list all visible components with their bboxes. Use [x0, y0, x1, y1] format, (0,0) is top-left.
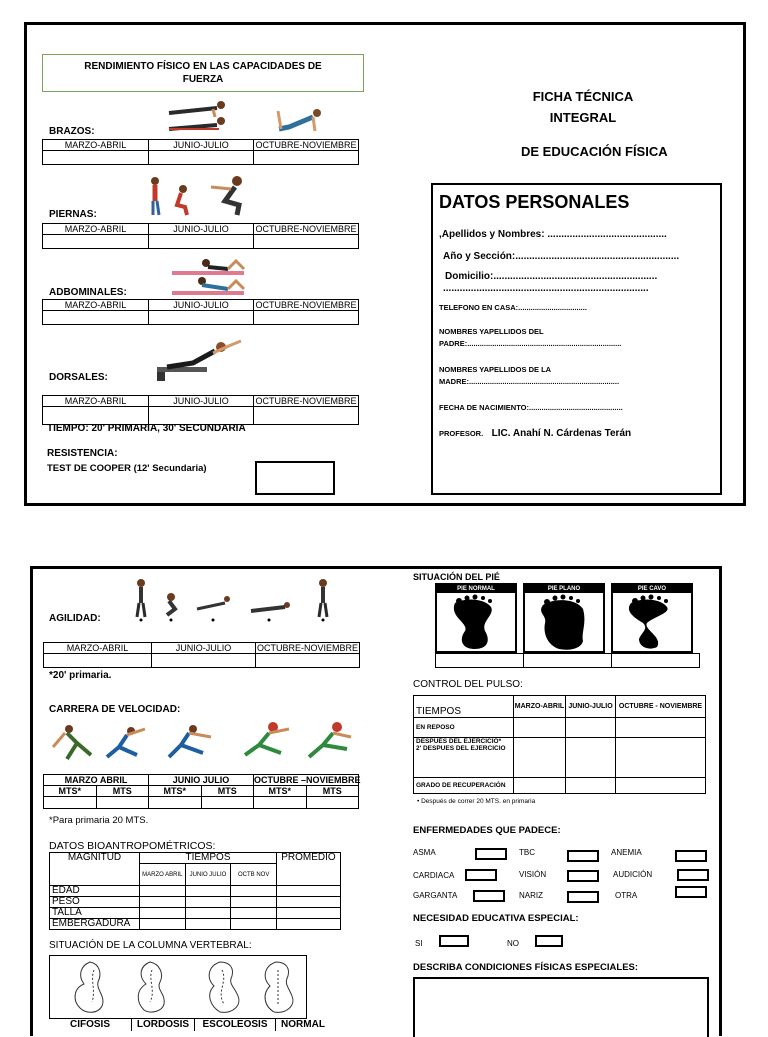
- piernas-period-3: OCTUBRE-NOVIEMBRE: [255, 224, 357, 234]
- velocidad-label: CARRERA DE VELOCIDAD:: [49, 704, 181, 715]
- enf-tbc-box[interactable]: [567, 850, 599, 862]
- ficha-line-3: DE EDUCACIÓN FÍSICA: [521, 144, 668, 159]
- ficha-line-1: FICHA TÉCNICA: [532, 89, 634, 104]
- pie-panels: [435, 583, 699, 653]
- velocidad-table: [43, 774, 359, 809]
- enfermedades-title: ENFERMEDADES QUE PADECE:: [413, 825, 561, 836]
- velocidad-unit-1: MTS*: [44, 786, 97, 797]
- datos-personales-box: [431, 183, 722, 495]
- brazos-period-3: OCTUBRE-NOVIEMBRE: [255, 140, 357, 150]
- agilidad-table: [43, 642, 360, 668]
- velocidad-unit-4: MTS: [201, 786, 254, 797]
- brazos-table: [42, 139, 359, 165]
- enf-nariz-box[interactable]: [567, 891, 599, 903]
- abdominales-value-2[interactable]: [149, 311, 254, 325]
- piernas-period-1: MARZO-ABRIL: [43, 224, 149, 235]
- domicilio-field[interactable]: Domicilio:...........................................................: [445, 271, 658, 282]
- columna-label-lordosis: LORDOSIS: [136, 1019, 190, 1030]
- enf-otra-label: OTRA: [615, 891, 638, 900]
- pulso-row-despues: [414, 738, 514, 778]
- pulso-title: CONTROL DEL PULSO:: [413, 679, 523, 690]
- pie-plano-label: PIE PLANO: [525, 585, 603, 593]
- enf-vision-box[interactable]: [567, 870, 599, 882]
- pie-normal-label: PIE NORMAL: [437, 585, 515, 593]
- ficha-line-2: INTEGRAL: [549, 110, 617, 125]
- anio-seccion-field[interactable]: Año y Sección:...........................................................: [443, 251, 680, 262]
- bio-promedio-header: PROMEDIO: [277, 853, 341, 886]
- necesidad-no-box[interactable]: [535, 935, 563, 947]
- agilidad-value-3[interactable]: [256, 654, 360, 668]
- columna-title: SITUACIÓN DE LA COLUMNA VERTEBRAL:: [49, 940, 252, 951]
- padre-field[interactable]: PADRE:..........................................................................: [439, 339, 622, 348]
- pulso-recup-3[interactable]: [616, 778, 706, 794]
- brazos-value-3[interactable]: [254, 151, 359, 165]
- necesidad-title: NECESIDAD EDUCATIVA ESPECIAL:: [413, 913, 579, 924]
- madre-label: NOMBRES YAPELLIDOS DE LA: [439, 365, 552, 374]
- columna-labels: [49, 1019, 359, 1031]
- columna-label-cifosis: CIFOSIS: [69, 1019, 110, 1030]
- columna-label-escoleosis: ESCOLEOSIS: [202, 1019, 268, 1030]
- velocidad-value-5[interactable]: [254, 797, 307, 809]
- pulso-reposo-3[interactable]: [616, 718, 706, 738]
- madre-field[interactable]: MADRE:........................................................................: [439, 377, 620, 386]
- bio-edad-prom[interactable]: [277, 886, 341, 897]
- foot-normal-icon: [437, 593, 515, 651]
- necesidad-no-label: NO: [507, 939, 519, 948]
- velocidad-unit-2: MTS: [96, 786, 149, 797]
- bio-peso-3[interactable]: [231, 897, 277, 908]
- bio-emb-prom[interactable]: [277, 919, 341, 930]
- pie-cavo-result[interactable]: [612, 654, 700, 668]
- profesor-label: PROFESOR.: [439, 429, 484, 438]
- enf-audicion-box[interactable]: [677, 869, 709, 881]
- nacimiento-field[interactable]: FECHA DE NACIMIENTO:.............................................: [439, 403, 623, 412]
- pulso-recup-2[interactable]: [566, 778, 616, 794]
- sprinters-sequence-icon: [47, 719, 357, 763]
- bio-row-peso: PESO: [50, 897, 140, 908]
- bio-title: DATOS BIOANTROPOMÉTRICOS:: [49, 840, 216, 852]
- pulso-despues-3[interactable]: [616, 738, 706, 778]
- burpee-sequence-icon: [127, 577, 337, 621]
- situp-figure-icon: [172, 257, 252, 297]
- foot-high-arch-icon: [613, 593, 691, 651]
- dorsales-value-1[interactable]: [43, 407, 149, 425]
- pulso-period-1: MARZO-ABRIL: [514, 696, 566, 718]
- pie-cavo-panel[interactable]: [611, 583, 693, 653]
- abdominales-value-3[interactable]: [254, 311, 359, 325]
- bio-edad-3[interactable]: [231, 886, 277, 897]
- back-extension-icon: [153, 337, 249, 383]
- telefono-field[interactable]: TELEFONO EN CASA:.................................: [439, 303, 587, 312]
- velocidad-value-2[interactable]: [96, 797, 149, 809]
- top-sheet: [24, 22, 746, 506]
- agilidad-period-3: OCTUBRE-NOVIEMBRE: [256, 643, 358, 653]
- pulso-reposo-1[interactable]: [514, 718, 566, 738]
- cooper-result-box[interactable]: [255, 461, 335, 495]
- pulso-recup-1[interactable]: [514, 778, 566, 794]
- velocidad-note: *Para primaria 20 MTS.: [49, 815, 149, 826]
- bio-row-talla: TALLA: [50, 908, 140, 919]
- piernas-table: [42, 223, 359, 249]
- piernas-value-1[interactable]: [43, 235, 149, 249]
- dorsales-label: DORSALES:: [49, 372, 108, 383]
- datos-title: DATOS PERSONALES: [439, 192, 630, 212]
- padre-label: NOMBRES YAPELLIDOS DEL: [439, 327, 544, 336]
- dorsales-period-2: JUNIO-JULIO: [149, 396, 254, 407]
- bio-tiempos-header: TIEMPOS: [140, 853, 277, 864]
- columna-label-normal: NORMAL: [281, 1019, 325, 1030]
- pie-plano-panel[interactable]: [523, 583, 605, 653]
- domicilio-line-2[interactable]: ..........................................................................: [443, 283, 649, 294]
- bio-emb-1[interactable]: [140, 919, 186, 930]
- agilidad-value-2[interactable]: [152, 654, 256, 668]
- dorsales-period-3: OCTUBRE-NOVIEMBRE: [255, 396, 357, 406]
- pulso-row-reposo: EN REPOSO: [414, 718, 514, 738]
- enf-otra-box[interactable]: [675, 886, 707, 898]
- kneeling-pushup-icon: [275, 103, 325, 135]
- bio-sub-1: MARZO ABRIL: [140, 864, 186, 886]
- bio-peso-2[interactable]: [185, 897, 231, 908]
- pushup-figure-icon: [161, 99, 233, 135]
- brazos-period-1: MARZO-ABRIL: [43, 140, 149, 151]
- bio-edad-2[interactable]: [185, 886, 231, 897]
- columna-figures: [49, 955, 307, 1019]
- pie-title: SITUACIÓN DEL PIÉ: [413, 572, 500, 582]
- enf-nariz-label: NARIZ: [519, 891, 543, 900]
- agilidad-value-1[interactable]: [44, 654, 152, 668]
- pulso-despues-2[interactable]: [566, 738, 616, 778]
- pulso-row-despues-2: 2' DESPUES DEL EJERCICIO: [416, 745, 506, 752]
- bio-talla-1[interactable]: [140, 908, 186, 919]
- abdominales-table: [42, 299, 359, 325]
- pie-result-table: [435, 653, 700, 668]
- condiciones-title: DESCRIBA CONDICIONES FÍSICAS ESPECIALES:: [413, 962, 639, 973]
- agilidad-period-1: MARZO-ABRIL: [44, 643, 152, 654]
- dorsales-period-1: MARZO-ABRIL: [43, 396, 149, 407]
- pie-plano-result[interactable]: [524, 654, 612, 668]
- enf-cardiaca-label: CARDIACA: [413, 871, 455, 880]
- bio-emb-3[interactable]: [231, 919, 277, 930]
- pulso-row-recuperacion: GRADO DE RECUPERACIÓN: [414, 778, 514, 794]
- bio-sub-2: JUNIO JULIO: [185, 864, 231, 886]
- velocidad-unit-3: MTS*: [149, 786, 202, 797]
- piernas-period-2: JUNIO-JULIO: [149, 224, 254, 235]
- brazos-period-2: JUNIO-JULIO: [149, 140, 254, 151]
- pulso-table: [413, 695, 706, 794]
- bottom-sheet: [30, 566, 722, 1036]
- necesidad-si-label: SI: [415, 939, 423, 948]
- squat-figure-icon: [145, 175, 245, 217]
- bio-peso-1[interactable]: [140, 897, 186, 908]
- velocidad-unit-6: MTS: [306, 786, 359, 797]
- agilidad-note: *20' primaria.: [49, 670, 112, 681]
- pulso-period-3: OCTUBRE - NOVIEMBRE: [616, 696, 706, 718]
- profesor-name: LIC. Anahí N. Cárdenas Terán: [491, 428, 632, 439]
- pie-cavo-label: PIE CAVO: [613, 585, 691, 593]
- bio-edad-1[interactable]: [140, 886, 186, 897]
- fuerza-title: RENDIMIENTO FÍSICO EN LAS CAPACIDADES DE FUERZA: [84, 61, 322, 85]
- abdominales-period-3: OCTUBRE-NOVIEMBRE: [255, 300, 357, 310]
- dorsales-value-3[interactable]: [254, 407, 359, 425]
- condiciones-textarea[interactable]: [413, 977, 709, 1037]
- velocidad-value-3[interactable]: [149, 797, 202, 809]
- pulso-despues-1[interactable]: [514, 738, 566, 778]
- enf-asma-label: ASMA: [413, 848, 436, 857]
- bio-emb-2[interactable]: [185, 919, 231, 930]
- pulso-reposo-2[interactable]: [566, 718, 616, 738]
- abdominales-label: ADBOMINALES:: [49, 287, 127, 298]
- abdominales-period-1: MARZO-ABRIL: [43, 300, 149, 311]
- agilidad-period-2: JUNIO-JULIO: [152, 643, 256, 654]
- necesidad-si-box[interactable]: [439, 935, 469, 947]
- velocidad-period-3: OCTUBRE –NOVIEMBRE: [254, 775, 361, 785]
- bio-peso-prom[interactable]: [277, 897, 341, 908]
- bio-magnitud-header: MAGNITUD: [50, 853, 140, 886]
- velocidad-unit-5: MTS*: [254, 786, 307, 797]
- brazos-value-1[interactable]: [43, 151, 149, 165]
- bio-row-embergadura: EMBERGADURA: [50, 919, 140, 930]
- enf-cardiaca-box[interactable]: [465, 869, 497, 881]
- bio-row-edad: EDAD: [50, 886, 140, 897]
- bio-talla-3[interactable]: [231, 908, 277, 919]
- piernas-value-2[interactable]: [149, 235, 254, 249]
- pulso-period-2: JUNIO-JULIO: [566, 696, 616, 718]
- velocidad-value-1[interactable]: [44, 797, 97, 809]
- brazos-value-2[interactable]: [149, 151, 254, 165]
- enf-garganta-label: GARGANTA: [413, 891, 458, 900]
- cooper-label: TEST DE COOPER (12' Secundaria): [47, 463, 207, 474]
- bio-talla-prom[interactable]: [277, 908, 341, 919]
- piernas-label: PIERNAS:: [49, 209, 97, 220]
- abdominales-period-2: JUNIO-JULIO: [149, 300, 254, 311]
- enf-vision-label: VISIÓN: [519, 870, 547, 879]
- foot-flat-icon: [525, 593, 603, 651]
- enf-audicion-label: AUDICIÓN: [613, 870, 653, 879]
- bio-table: [49, 852, 341, 930]
- pie-normal-panel[interactable]: [435, 583, 517, 653]
- piernas-value-3[interactable]: [254, 235, 359, 249]
- brazos-label: BRAZOS:: [49, 126, 95, 137]
- resistencia-label: RESISTENCIA:: [47, 448, 118, 459]
- velocidad-value-6[interactable]: [306, 797, 359, 809]
- apellidos-field[interactable]: ,Apellidos y Nombres: ...........................................: [439, 229, 667, 240]
- bio-talla-2[interactable]: [185, 908, 231, 919]
- dorsales-table: [42, 395, 359, 425]
- enf-tbc-label: TBC: [519, 848, 535, 857]
- pie-normal-result[interactable]: [436, 654, 524, 668]
- ficha-header: [493, 89, 733, 125]
- pulso-note: • Después de correr 20 MTS. en primaria: [417, 798, 536, 805]
- spine-figures-icon: [50, 956, 308, 1018]
- enf-anemia-box[interactable]: [675, 850, 707, 862]
- velocidad-period-2: JUNIO JULIO: [149, 775, 254, 786]
- agilidad-label: AGILIDAD:: [49, 613, 101, 624]
- abdominales-value-1[interactable]: [43, 311, 149, 325]
- bio-sub-3: OCTB NOV: [231, 864, 277, 886]
- profesor-row: [439, 423, 631, 441]
- tiempo-note: TIEMPO: 20' PRIMARIA, 30' SECUNDARIA: [47, 423, 246, 434]
- pulso-row-despues-1: DESPUÉS DEL EJERCICIO*: [416, 738, 502, 745]
- pulso-tiempos-header: TIEMPOS: [414, 696, 514, 718]
- enf-garganta-box[interactable]: [473, 890, 505, 902]
- enf-asma-box[interactable]: [475, 848, 507, 860]
- enf-anemia-label: ANEMIA: [611, 848, 642, 857]
- velocidad-value-4[interactable]: [201, 797, 254, 809]
- velocidad-period-1: MARZO ABRIL: [44, 775, 149, 786]
- fuerza-title-box: [42, 54, 364, 92]
- dorsales-value-2[interactable]: [149, 407, 254, 425]
